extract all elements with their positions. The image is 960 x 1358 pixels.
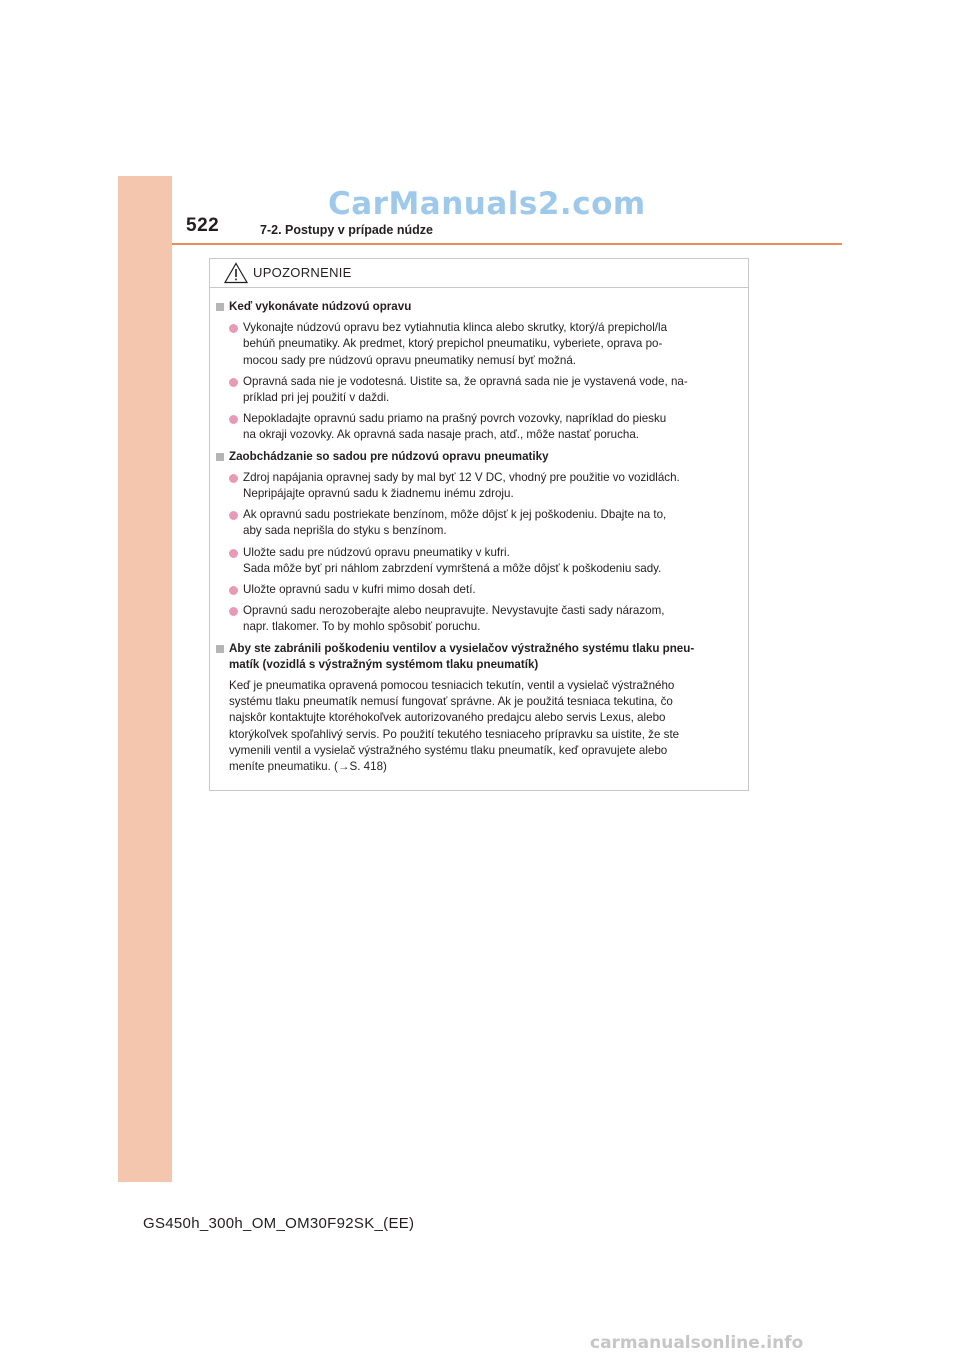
list-item-line: napr. tlakomer. To by mohlo spôsobiť poruchu.: [243, 620, 481, 634]
section-heading-line: Aby ste zabránili poškodeniu ventilov a vysielačov výstražného systému tlaku pneu-: [229, 641, 695, 655]
paragraph-line: ktorýkoľvek spoľahlivý servis. Po použití tekutého tesniaceho prípravku sa uistite, že ste: [229, 727, 680, 741]
header-rule: [172, 243, 842, 245]
section-title: 7-2. Postupy v prípade núdze: [260, 223, 433, 237]
circle-bullet-icon: [229, 474, 238, 483]
list-item-line: Nepokladajte opravnú sadu priamo na prašný povrch vozovky, napríklad do piesku: [243, 412, 667, 426]
section-heading: [216, 641, 744, 673]
paragraph-line: vymenili ventil a vysielač výstražného systému tlaku pneumatík, keď opravujete alebo: [229, 743, 668, 757]
list-item: [216, 470, 744, 502]
watermark-top: CarManuals2.com: [328, 186, 646, 222]
list-item-line: Opravná sada nie je vodotesná. Uistite sa, že opravná sada nie je vystavená vode, na-: [243, 374, 688, 388]
paragraph-line: meníte pneumatiku. (→S. 418): [229, 760, 387, 774]
side-color-strip: [118, 176, 172, 1182]
warning-box: [209, 258, 749, 791]
list-item-line: Vykonajte núdzovú opravu bez vytiahnutia klinca alebo skrutky, ktorý/á prepichol/la: [243, 321, 668, 335]
list-item-line: príklad pri jej použití v daždi.: [243, 391, 390, 405]
circle-bullet-icon: [229, 586, 238, 595]
list-item-line: Opravnú sadu nerozoberajte alebo neupravujte. Nevystavujte časti sady nárazom,: [243, 604, 665, 618]
list-item-line: aby sada neprišla do styku s benzínom.: [243, 524, 447, 538]
circle-bullet-icon: [229, 324, 238, 333]
document-code: GS450h_300h_OM_OM30F92SK_(EE): [143, 1215, 415, 1232]
watermark-bottom: carmanualsonline.info: [590, 1333, 804, 1353]
page-number: 522: [186, 215, 220, 236]
square-bullet-icon: [216, 645, 224, 653]
paragraph-line: Keď je pneumatika opravená pomocou tesniacich tekutín, ventil a vysielač výstražného: [229, 679, 675, 693]
list-item: [216, 582, 744, 598]
paragraph-line: najskôr kontaktujte ktoréhokoľvek autorizovaného predajcu alebo servis Lexus, alebo: [229, 711, 666, 725]
list-item-line: Zdroj napájania opravnej sady by mal byť 12 V DC, vhodný pre použitie vo vozidlách.: [243, 470, 680, 484]
circle-bullet-icon: [229, 549, 238, 558]
warning-content: [216, 299, 744, 775]
list-item-line: Uložte opravnú sadu v kufri mimo dosah detí.: [243, 583, 476, 597]
warning-header: [210, 259, 748, 288]
section-heading-line: matík (vozidlá s výstražným systémom tlaku pneumatík): [229, 657, 539, 671]
section-heading-text: Zaobchádzanie so sadou pre núdzovú opravu pneumatiky: [229, 449, 549, 463]
square-bullet-icon: [216, 453, 224, 461]
list-item: [216, 374, 744, 406]
list-item: [216, 545, 744, 577]
circle-bullet-icon: [229, 378, 238, 387]
square-bullet-icon: [216, 303, 224, 311]
list-item: [216, 411, 744, 443]
list-item-line: Nepripájajte opravnú sadu k žiadnemu inému zdroju.: [243, 487, 514, 501]
circle-bullet-icon: [229, 511, 238, 520]
warning-paragraph: [216, 678, 744, 775]
warning-label: UPOZORNENIE: [253, 265, 352, 280]
section-heading: [216, 299, 744, 315]
list-item-line: Sada môže byť pri náhlom zabrzdení vymrštená a môže dôjsť k poškodeniu sady.: [243, 561, 662, 575]
paragraph-line: systému tlaku pneumatík nemusí fungovať správne. Ak je použitá tesniaca tekutina, čo: [229, 695, 673, 709]
circle-bullet-icon: [229, 415, 238, 424]
list-item: [216, 507, 744, 539]
warning-triangle-icon: [224, 262, 248, 284]
list-item-line: Uložte sadu pre núdzovú opravu pneumatiky v kufri.: [243, 545, 510, 559]
circle-bullet-icon: [229, 607, 238, 616]
section-heading: [216, 449, 744, 465]
section-heading-text: Keď vykonávate núdzovú opravu: [229, 300, 412, 313]
list-item: [216, 320, 744, 369]
list-item-line: mocou sady pre núdzovú opravu pneumatiky nemusí byť možná.: [243, 353, 577, 367]
list-item-line: behúň pneumatiky. Ak predmet, ktorý prepichol pneumatiku, vyberiete, oprava po-: [243, 337, 663, 351]
list-item-line: na okraji vozovky. Ak opravná sada nasaje prach, atď., môže nastať porucha.: [243, 428, 640, 442]
list-item: [216, 603, 744, 635]
list-item-line: Ak opravnú sadu postriekate benzínom, môže dôjsť k jej poškodeniu. Dbajte na to,: [243, 508, 667, 522]
